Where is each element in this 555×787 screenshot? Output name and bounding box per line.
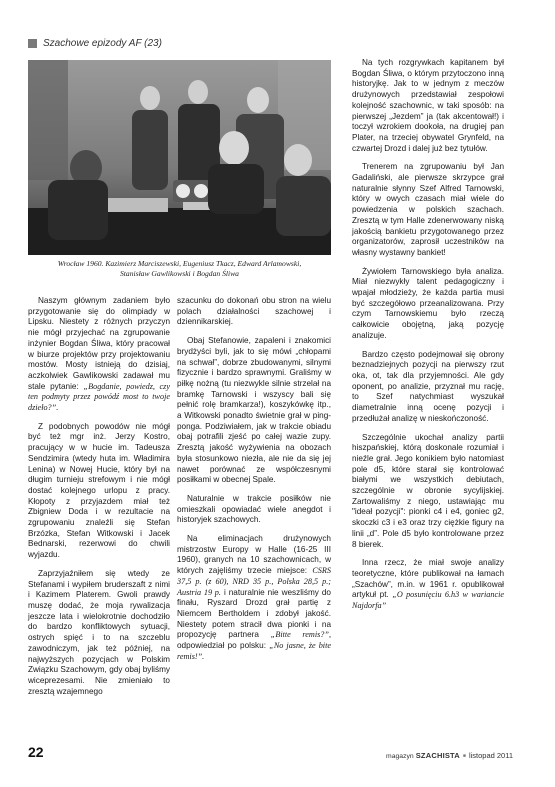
paragraph: Bardzo często podejmował się obrony beznadziejnych pozycji na pierwszy rzut oka, ot, tak dla przyjemności. Ale gdy oponent, po analizie, przyznał mu rację, to Szef natychmiast wyszukał diametralnie inną ocenę pozycji i przedłużał analizę w nieskończoność. [352, 349, 504, 423]
article-column-1 [28, 296, 170, 705]
article-title-italic: „O posunięciu 6.h3 w wariancie Najdorfa” [352, 590, 505, 611]
quote-italic: „Bitte remis?”, [270, 630, 331, 640]
quote-italic: „No jasne, że bite remis!”. [177, 641, 331, 661]
paragraph [28, 296, 170, 414]
section-header [28, 36, 162, 50]
photo-caption [28, 259, 331, 279]
magazine-prefix: magazyn [386, 753, 414, 760]
article-column-2 [177, 296, 331, 671]
paragraph: Żywiołem Tarnowskiego była analiza. Miał niezwykły talent pedagogiczny i wpajał młodzieży, że każda partia musi być szczegółowo przeanalizowana. Przy czym Tarnowskiemu było rzeczą całkowicie obojętną, jaką pozycję analizuje. [352, 266, 504, 340]
paragraph [352, 558, 504, 612]
paragraph: Na tych rozgrywkach kapitanem był Bogdan Śliwa, o którym przytoczono inną historyjkę. Jak to w jednym z meczów drużynowych przedstawiał zespołowi kolejność szachownic, w taki sposób: na pierwszej „Jezdem” ja (tak akcentował!) i toczył wzrokiem dookoła, na drugiej pan Plater, na trzeciej obywatel Grynfeld, na czwartej Drozd i dalej już bez tytułów. [352, 58, 504, 153]
magazine-footer [386, 751, 513, 760]
photo-illustration [28, 60, 331, 255]
quote-italic: „Bogdanie, powiedz, czy ten podmyty przez powódź most to twoje dzieło?”. [28, 381, 170, 413]
paragraph [177, 534, 331, 662]
paragraph-text: i naturalnie nie weszliśmy do finału, Ryszard Drozd grał partię z Niemcem Bertholdem i zdobył jakość. Niestety potem stracił dwa pionki i na propozycję partnera [177, 587, 331, 640]
section-title: Szachowe epizody AF (23) [43, 37, 162, 49]
caption-line-1: Wrocław 1960. Kazimierz Marciszewski, Eugeniusz Tkacz, Edward Arlamowski, [57, 259, 302, 268]
section-square-icon [28, 39, 37, 48]
separator-square-icon: ■ [462, 753, 466, 759]
paragraph-text: odpowiedział po polsku: [177, 641, 266, 651]
magazine-name: SZACHISTA [415, 751, 460, 760]
paragraph: Z podobnych powodów nie mógł być też mgr inż. Jerzy Kostro, pracujący w w hucie im. Tadeusza Sendzimira (wtedy huta im. Władimira Lenina) w Nowej Hucie, który był na długim turnieju strefowym i nie mógł dostać kolejnego urlopu z pracy. Kłopoty z przyjazdem miał też Zbigniew Doda i w rezultacie na zgrupowaniu znaleźli się Stefan Brzózka, Stefan Witkowski i Jacek Bednarski, rezerwowi do chwili wyjazdu. [28, 421, 170, 560]
paragraph: Szczególnie ukochał analizy partii hiszpańskiej, którą doskonale rozumiał i nieźle grał. Jego konikiem było natomiast pole d5, które starał się kontrolować białymi we wszystkich debiutach, szczególnie w obronie sycylijskiej. Zartowaliśmy z niego, ustawiając mu "ideał pozycji": pionki c4 i e4, goniec g2, skoczki c3 i e3 oraz trzy ciężkie figury na linii „d”. Pole d5 było kontrolowane przez 8 bierek. [352, 432, 504, 549]
paragraph-text: Inna rzecz, że miał swoje analizy teoretyczne, które publikował na łamach „Szachów”, m.in. w 1961 r. opublikował artykuł pt. [352, 558, 504, 600]
article-column-3 [352, 58, 504, 620]
paragraph: Obaj Stefanowie, zapaleni i znakomici brydżyści byli, jak to się mówi „chłopami na schwał”, dobrze zbudowanymi, silnymi fizycznie i bardzo sprawnymi. Graliśmy w piłkę nożną (tu niezwykle silnie strzelał na bramkę Tarnowski i wszyscy bali się pełnić rolę bramkarza!), koszykówkę itp., a Witkowski ponadto świetnie grał w ping-ponga. Podziwiałem, jak w trakcie obiadu obaj potrafili zjeść po całej wazie zupy. Zresztą jakość wyżywienia na obozach była stosunkowo niezła, ale nie da się jej nawet porównać ze współczesnymi posiłkami w obecnej Spale. [177, 336, 331, 485]
paragraph: Zaprzyjaźniłem się wtedy ze Stefanami i wypiłem bruderszaft z nimi i Kazimem Platerem. Gwoli prawdy muszę dodać, że moja rywalizacja jeszcze lata i wielokrotnie dochodziło do bardzo konfliktowych sytuacji, ostrych spięć i to na szczeblu zawodniczym, jak też później, na najwyższych pozycjach w Polskim Związku Szachowym, gdy obaj byliśmy wiceprezesami. Nie zmieniało to zresztą wzajemnego [28, 568, 170, 696]
paragraph-text: Na eliminacjach drużynowych mistrzostw Europy w Halle (16-25 III 1960), granych na 10 szachownicach, w których zajęliśmy trzecie miejsce: [177, 534, 331, 576]
page-number: 22 [28, 744, 44, 760]
paragraph-text: Naszym głównym zadaniem było przygotowanie się do olimpiady w Lipsku. Niestety z różnych przyczyn nie mógł przyjechać na zgrupowanie inżynier Bogdan Śliwa, który pracował w biurze projektów przy projektowaniu mostów. Mosty istnieją do dzisiaj, aczkolwiek Gawlikowski zadawał mu stale pytanie: [28, 296, 170, 391]
photo-chess-players [28, 60, 331, 255]
issue-date: listopad 2011 [468, 751, 513, 760]
paragraph: Trenerem na zgrupowaniu był Jan Gadaliński, ale pierwsze skrzypce grał naturalnie słynny Szef Alfred Tarnowski, który w owych czasach miał wiele do powiedzenia w polskich szachach. Zresztą w tym Halle zdenerwowany niską jakością bankietu przygotowanego przez organizatorów, zaprosił uczestników na własny wystawny bankiet! [352, 162, 504, 257]
paragraph: szacunku do dokonań obu stron na wielu polach działalności szachowej i dziennikarskiej. [177, 296, 331, 327]
paragraph: Naturalnie w trakcie posiłków nie omieszkali opowiadać wiele anegdot i historyjek szachowych. [177, 493, 331, 525]
caption-line-2: Stanisław Gawlikowski i Bogdan Śliwa [120, 269, 239, 278]
results-italic: CSRS 37,5 p. (z 60), NRD 35 p., Polska 28,5 p.; Austria 19 p. [177, 566, 331, 597]
